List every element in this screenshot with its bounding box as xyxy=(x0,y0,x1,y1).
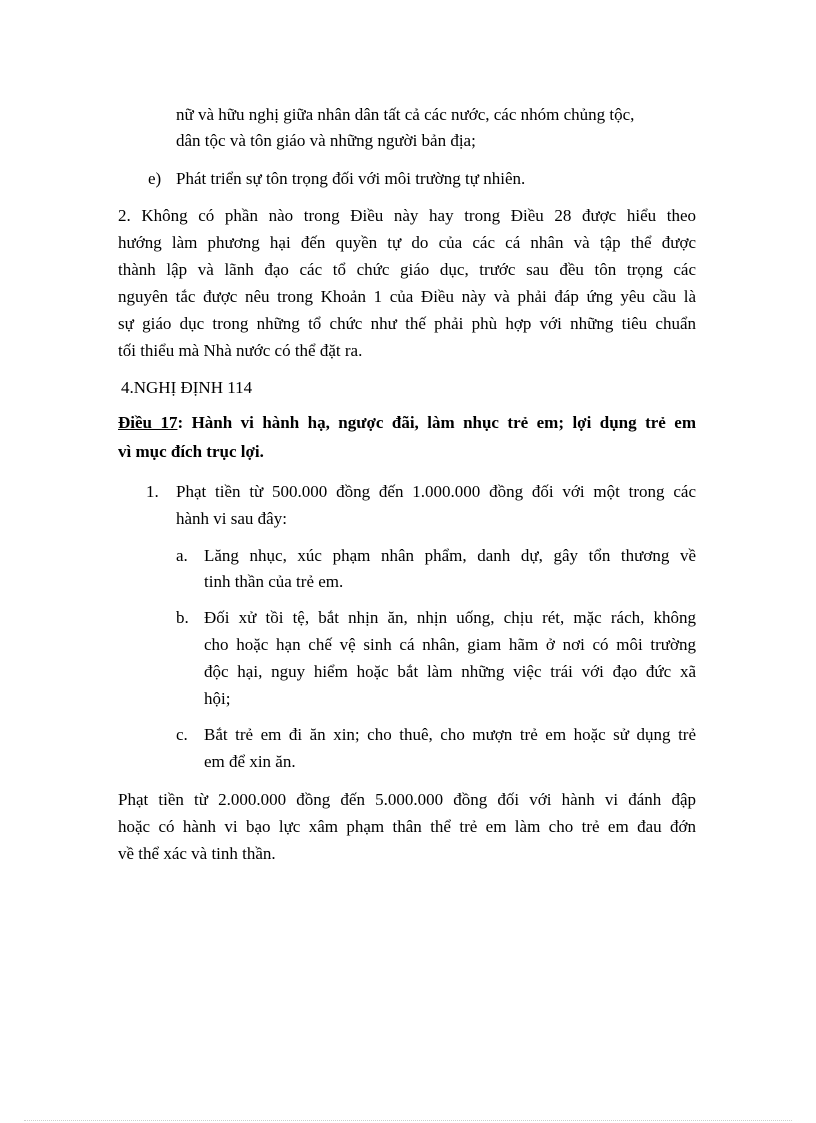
sub-item-c-line-1: Bắt trẻ em đi ăn xin; cho thuê, cho mượn trẻ em hoặc sử dụng trẻ xyxy=(204,725,696,744)
sub-item-c-line-2: em để xin ăn. xyxy=(204,752,296,771)
sub-item-a-line-1: Lăng nhục, xúc phạm nhân phẩm, danh dự, gây tổn thương về xyxy=(204,546,696,565)
article-title-rest: : Hành vi hành hạ, ngược đãi, làm nhục trẻ em; lợi dụng trẻ em xyxy=(177,413,696,432)
item-e-text: Phát triển sự tôn trọng đối với môi trường tự nhiên. xyxy=(176,169,526,188)
page-bottom-rule xyxy=(24,1120,792,1121)
sub-item-b-line-4: hội; xyxy=(204,689,231,708)
closing-line-3: về thể xác và tinh thần. xyxy=(118,844,276,863)
sub-item-b-line-2: cho hoặc hạn chế vệ sinh cá nhân, giam hãm ở nơi có môi trường xyxy=(204,635,696,654)
closing-line-2: hoặc có hành vi bạo lực xâm phạm thân thể trẻ em làm cho trẻ em đau đớn xyxy=(118,817,696,836)
article-title xyxy=(118,410,696,436)
closing-line-1: Phạt tiền từ 2.000.000 đồng đến 5.000.000 đồng đối với hành vi đánh đập xyxy=(118,790,696,809)
clause1-line-1: Phạt tiền từ 500.000 đồng đến 1.000.000 đồng đối với một trong các xyxy=(176,482,696,501)
sub-item-c-marker: c. xyxy=(176,725,188,744)
sub-item-b-line-3: độc hại, nguy hiểm hoặc bắt làm những việc trái với đạo đức xã xyxy=(204,662,696,681)
item-e-marker: e) xyxy=(148,169,162,188)
para2-line-3: thành lập và lãnh đạo các tổ chức giáo dục, trước sau đều tôn trọng các xyxy=(118,260,696,279)
sub-item-a-line-2: tinh thần của trẻ em. xyxy=(204,572,344,591)
sub-item-a-marker: a. xyxy=(176,546,188,565)
article-label: Điều 17 xyxy=(118,413,178,432)
intro-line-2: dân tộc và tôn giáo và những người bản địa; xyxy=(176,131,476,150)
article-title-line-2: vì mục đích trục lợi. xyxy=(118,442,264,461)
para2-line-5: sự giáo dục trong những tổ chức như thế phải phù hợp với những tiêu chuẩn xyxy=(118,314,696,333)
para2-line-6: tối thiểu mà Nhà nước có thể đặt ra. xyxy=(118,341,363,360)
clause1-marker: 1. xyxy=(146,482,159,501)
sub-item-b-line-1: Đối xử tồi tệ, bắt nhịn ăn, nhịn uống, chịu rét, mặc rách, không xyxy=(204,608,696,627)
para2-line-2: hướng làm phương hại đến quyền tự do của các cá nhân và tập thể được xyxy=(118,233,696,252)
para2-line-1: 2. Không có phần nào trong Điều này hay trong Điều 28 được hiểu theo xyxy=(118,206,696,225)
sub-item-b-marker: b. xyxy=(176,608,189,627)
clause1-line-2: hành vi sau đây: xyxy=(176,509,287,528)
para2-line-4: nguyên tắc được nêu trong Khoản 1 của Điều này và phải đáp ứng yêu cầu là xyxy=(118,287,696,306)
intro-line-1: nữ và hữu nghị giữa nhân dân tất cả các nước, các nhóm chủng tộc, xyxy=(176,105,635,124)
section-heading: 4.NGHỊ ĐỊNH 114 xyxy=(121,378,253,397)
